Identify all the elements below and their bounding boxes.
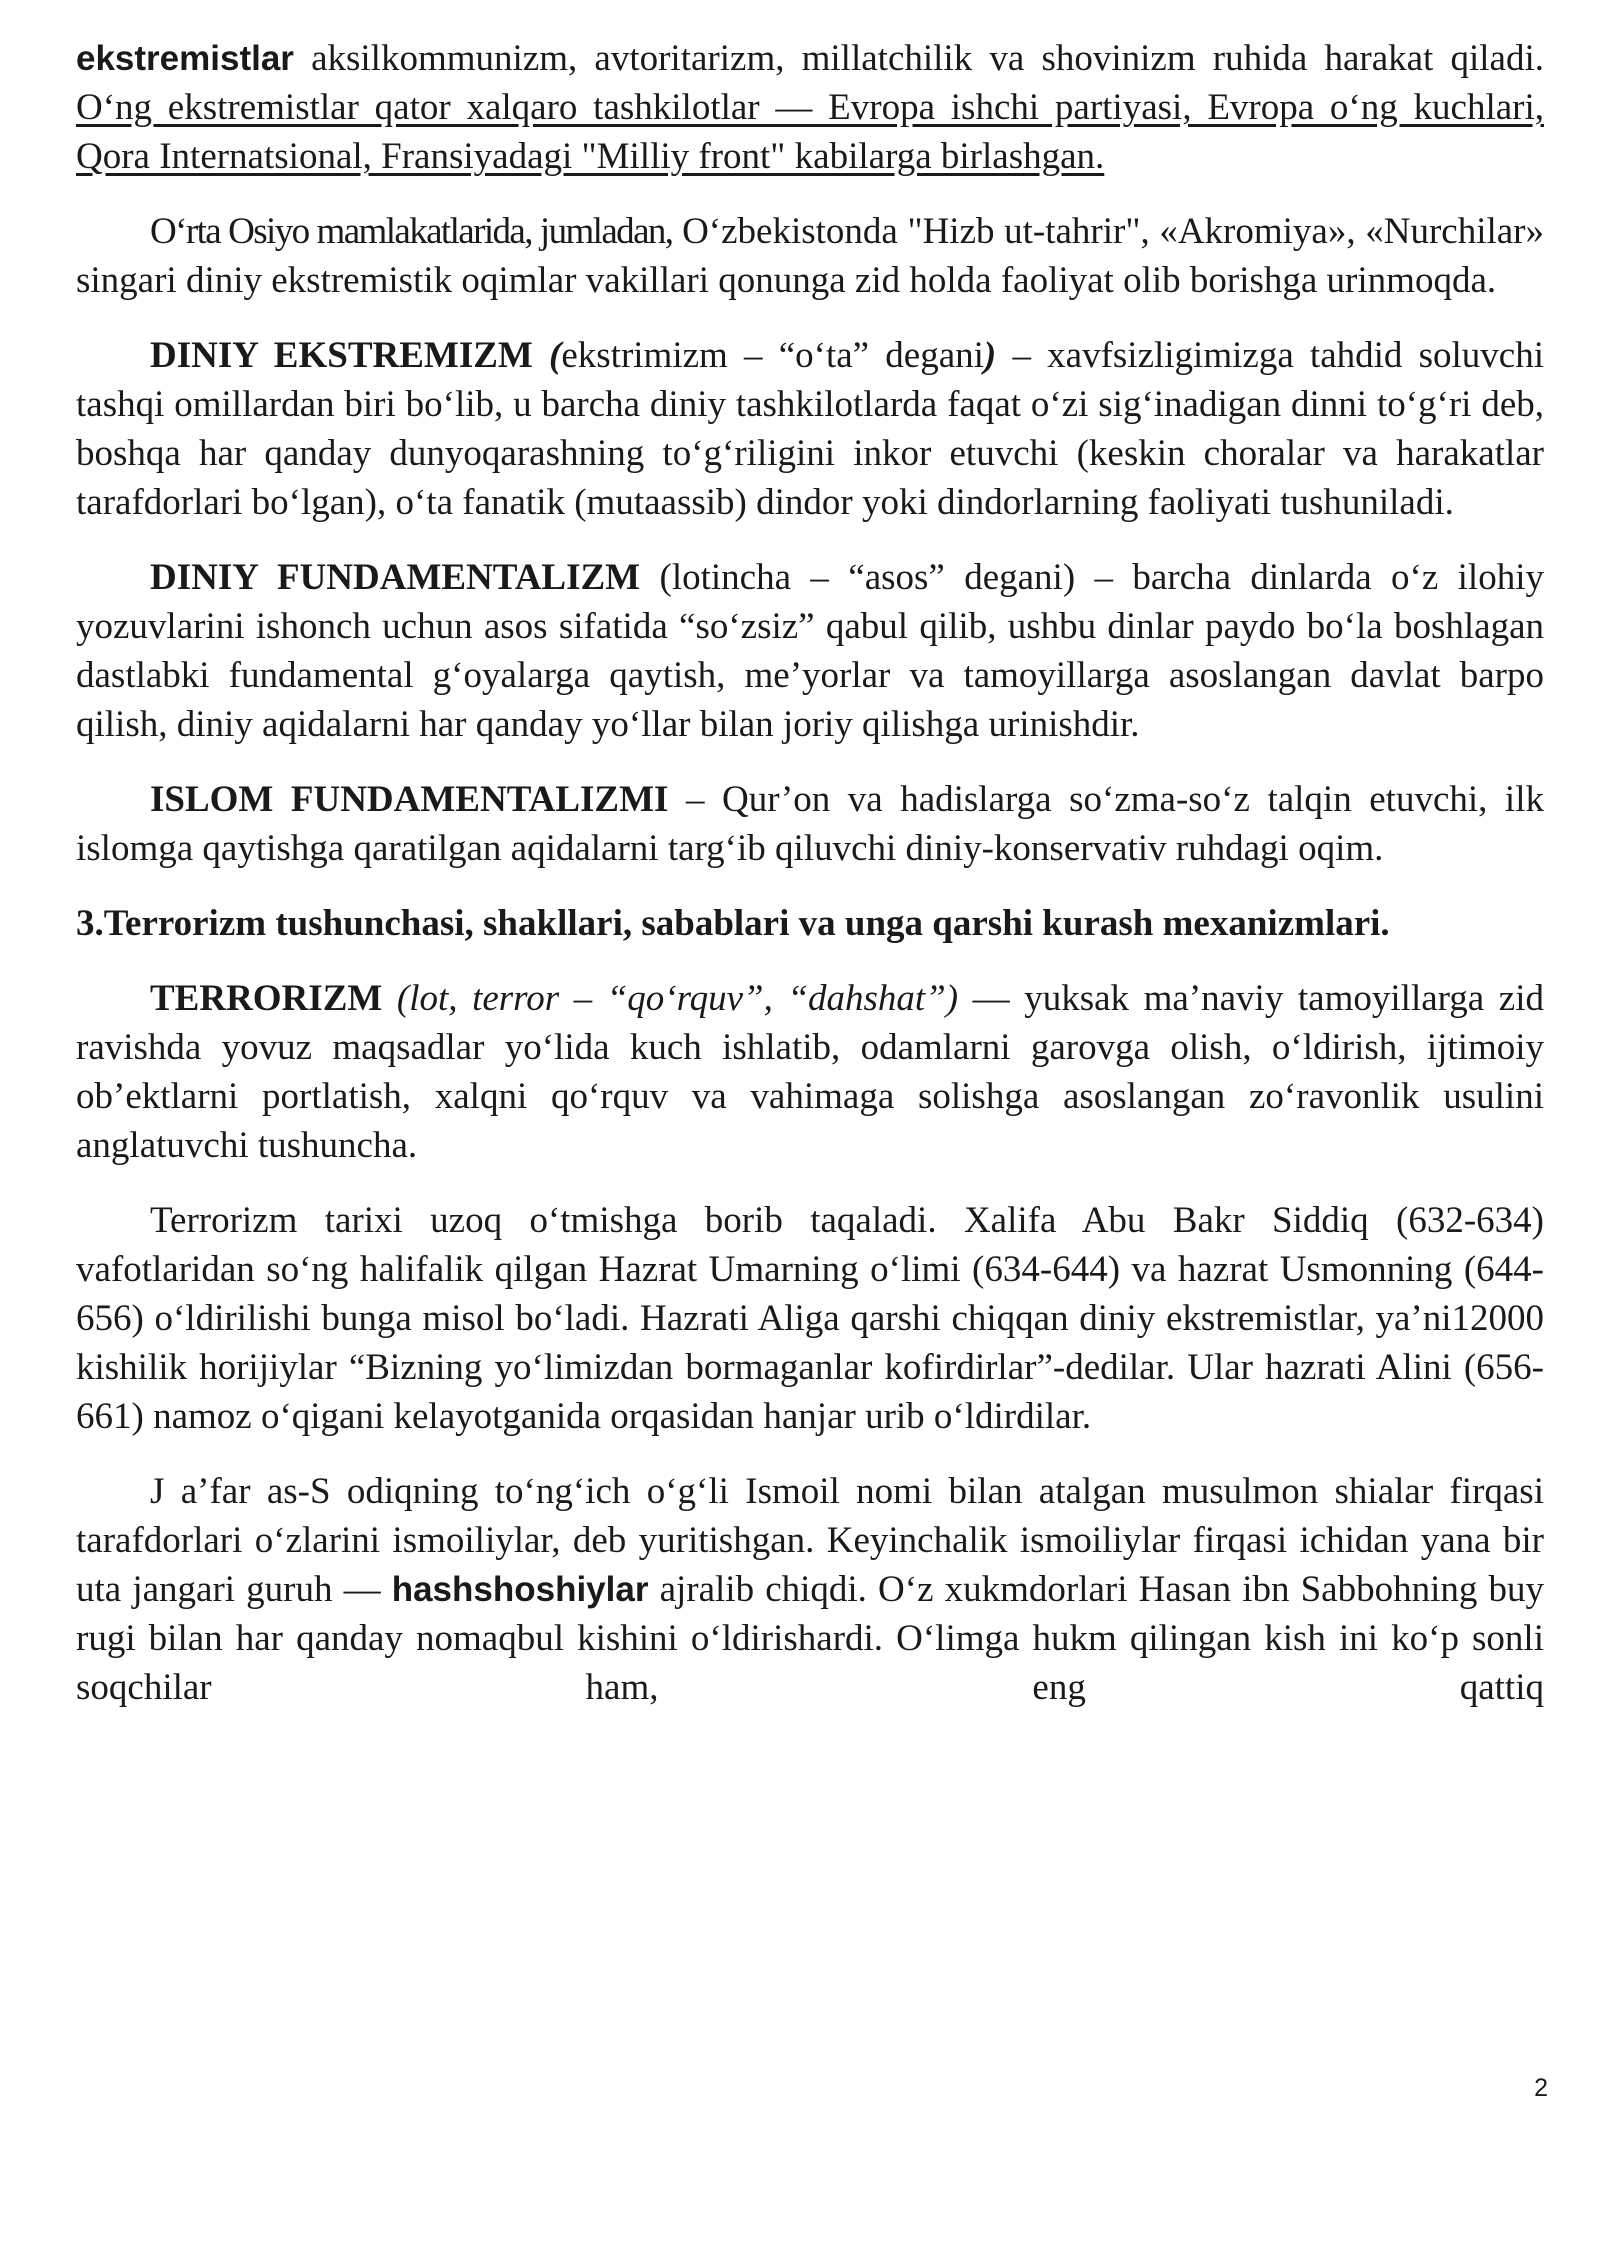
paragraph-text: ajralib chiqdi. O‘z xukmdorlari Hasan ibn Sabbohning buy rugi bilan har qanday nomaqbul kishini o‘ldirishardi. O‘limga hukm qilingan kish ini ko‘p sonli soqchilar ham, eng qattiq	[76, 1569, 1544, 1708]
document-page	[76, 34, 1544, 1738]
term-religious-extremism: DINIY EKSTREMIZM	[150, 335, 533, 376]
paragraph-terrorism-history: Terrorizm tarixi uzoq o‘tmishga borib taqaladi. Xalifa Abu Bakr Siddiq (632-634) vafotlaridan so‘ng halifalik qilgan Hazrat Umarning o‘limi (634-644) va hazrat Usmonning (644-656) o‘ldirilishi bunga misol bo‘ladi. Hazrati Aliga qarshi chiqqan diniy ekstremistlar, ya’ni12000 kishilik horijiylar “Bizning yo‘limizdan bormaganlar kofirdirlar”-dedilar. Ular hazrati Alini (656-661) namoz o‘qigani kelayotganida orqasidan hanjar urib o‘ldirdilar.	[76, 1200, 1544, 1437]
term-islamic-fundamentalism: ISLOM FUNDAMENTALIZMI	[150, 779, 669, 820]
open-paren: (	[532, 335, 562, 376]
paragraph-text: (lotincha – “asos” degani) – barcha dinlarda o‘z ilohiy yozuvlarini ishonch uchun asos sifatida “so‘zsiz” qabul qilib, ushbu dinlar paydo bo‘la boshlagan dastlabki fundamental g‘oyalarga qaytish, me’yorlar va tamoyillarga asoslangan davlat barpo qilish, diniy aqidalarni har qanday yo‘llar bilan joriy qilishga urinishdir.	[76, 557, 1544, 745]
term-hashshoshiylar: hashshoshiylar	[391, 1570, 649, 1609]
paragraph-text: O‘zbekistonda "Hizb ut-tahrir", «Akromiya», «Nurchilar» singari diniy ekstremistik oqimlar vakillari qonunga zid holda faoliyat olib borishga urinmoqda.	[76, 211, 1545, 301]
etymology: ekstrimizm – “o‘ta” degani	[561, 335, 984, 376]
term-terrorism: TERRORIZM	[150, 978, 383, 1019]
page-number: 2	[1534, 2074, 1548, 2102]
paragraph-central-asia	[76, 207, 1544, 305]
term-extremists: ekstremistlar	[76, 39, 294, 78]
paragraph-islamic-fundamentalism	[76, 775, 1544, 873]
paragraph-text: – Qur’on va hadislarga so‘zma-so‘z talqin etuvchi, ilk islomga qaytishga qaratilgan aqidalarni targ‘ib qiluvchi diniy-konservativ ruhdagi oqim.	[76, 779, 1544, 869]
term-religious-fundamentalism: DINIY FUNDAMENTALIZM	[150, 557, 641, 598]
paragraph-religious-extremism	[76, 331, 1544, 527]
paragraph-right-extremists	[76, 34, 1544, 181]
close-paren: )	[983, 335, 997, 376]
paragraph-ismoiliy	[76, 1467, 1544, 1712]
underlined-sentence: O‘ng ekstremistlar qator xalqaro tashkilotlar — Evropa ishchi partiyasi, Evropa o‘ng kuchlari, Qora Internatsional, Fransiyadagi "Milliy front" kabilarga birlashgan.	[76, 87, 1544, 177]
paragraph-text: aksilkommunizm, avtoritarizm, millatchilik va shovinizm ruhida harakat qiladi.	[293, 38, 1544, 79]
paragraph-text-condensed: O‘rta Osiyo mamlakatlarida, jumladan,	[150, 211, 673, 252]
paragraph-text: J a’far as-S odiqning to‘ng‘ich o‘g‘li Ismoil nomi bilan atalgan musulmon shialar firqasi tarafdorlari o‘zlarini ismoiliylar, deb yuritishgan. Keyinchalik ismoiliylar firqasi ichidan yana bir uta jangari guruh —	[76, 1471, 1544, 1610]
paragraph-terrorism-definition	[76, 974, 1544, 1170]
paragraph-text: – xavfsizligimizga tahdid soluvchi tashqi omillardan biri bo‘lib, u barcha diniy tashkilotlarda faqat o‘zi sig‘inadigan dinni to‘g‘ri deb, boshqa har qanday dunyoqarashning to‘g‘riligini inkor etuvchi (keskin choralar va harakatlar tarafdorlari bo‘lgan), o‘ta fanatik (mutaassib) dindor yoki dindorlarning faoliyati tushuniladi.	[76, 335, 1544, 523]
paragraph-religious-fundamentalism	[76, 553, 1544, 749]
paragraph-text: — yuksak ma’naviy tamoyillarga zid ravishda yovuz maqsadlar yo‘lida kuch ishlatib, odamlarni garovga olish, o‘ldirish, ijtimoiy ob’ektlarni portlatish, xalqni qo‘rquv va vahimaga solishga asoslangan zo‘ravonlik usulini anglatuvchi tushuncha.	[76, 978, 1544, 1166]
section-heading: 3.Terrorizm tushunchasi, shakllari, sabablari va unga qarshi kurash mexanizmlari.	[76, 903, 1390, 944]
etymology: (lot, terror – “qo‘rquv”, “dahshat”)	[382, 978, 959, 1019]
